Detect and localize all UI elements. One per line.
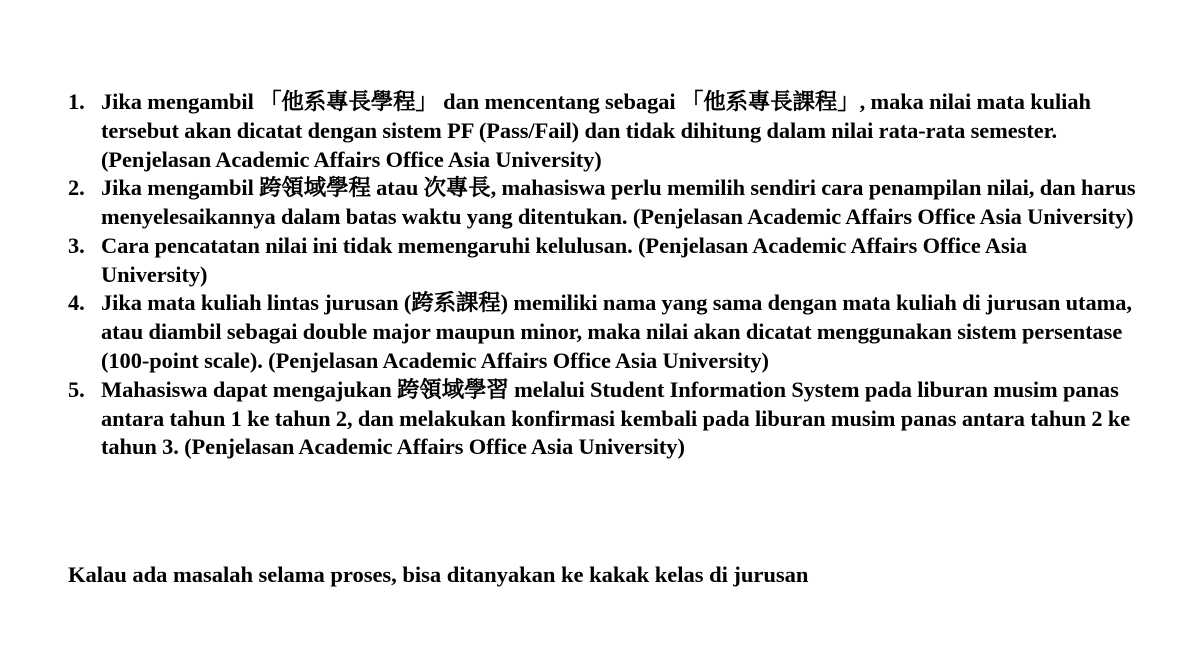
list-item-number: 5.: [68, 376, 85, 402]
list-item-text: Jika mata kuliah lintas jurusan (跨系課程) memiliki nama yang sama dengan mata kuliah di jurusan utama, atau diambil sebagai double major maupun minor, maka nilai akan dicatat menggunakan sistem persentase (100-point scale). (Penjelasan Academic Affairs Office Asia University): [101, 290, 1132, 374]
list-item-number: 4.: [68, 290, 85, 316]
list-item: [68, 232, 1138, 290]
list-item-number: 1.: [68, 89, 85, 114]
numbered-notes-list: [68, 88, 1138, 462]
list-item-number: 2.: [68, 175, 85, 201]
list-item: [68, 376, 1138, 462]
list-item: [68, 174, 1138, 232]
list-item-text: Mahasiswa dapat mengajukan 跨領域學習 melalui Student Information System pada liburan musim panas antara tahun 1 ke tahun 2, dan melakukan konfirmasi kembali pada liburan musim panas antara tahun 2 ke tahun 3. (Penjelasan Academic Affairs Office Asia University): [101, 376, 1131, 460]
list-item-text: Jika mengambil 跨領域學程 atau 次專長, mahasiswa perlu memilih sendiri cara penampilan nilai, dan harus menyelesaikannya dalam batas waktu yang ditentukan. (Penjelasan Academic Affairs Office Asia University): [101, 175, 1136, 230]
list-item-text: Cara pencatatan nilai ini tidak memengaruhi kelulusan. (Penjelasan Academic Affairs Office Asia University): [101, 232, 1027, 287]
list-item: [68, 88, 1138, 174]
list-item: [68, 289, 1138, 375]
closing-note: Kalau ada masalah selama proses, bisa ditanyakan ke kakak kelas di jurusan: [68, 562, 809, 587]
list-item-text: Jika mengambil 「他系專長學程」 dan mencentang sebagai 「他系專長課程」, maka nilai mata kuliah tersebut akan dicatat dengan sistem PF (Pass/Fail) dan tidak dihitung dalam nilai rata-rata semester. (Penjelasan Academic Affairs Office Asia University): [101, 89, 1091, 172]
list-item-number: 3.: [68, 232, 85, 258]
